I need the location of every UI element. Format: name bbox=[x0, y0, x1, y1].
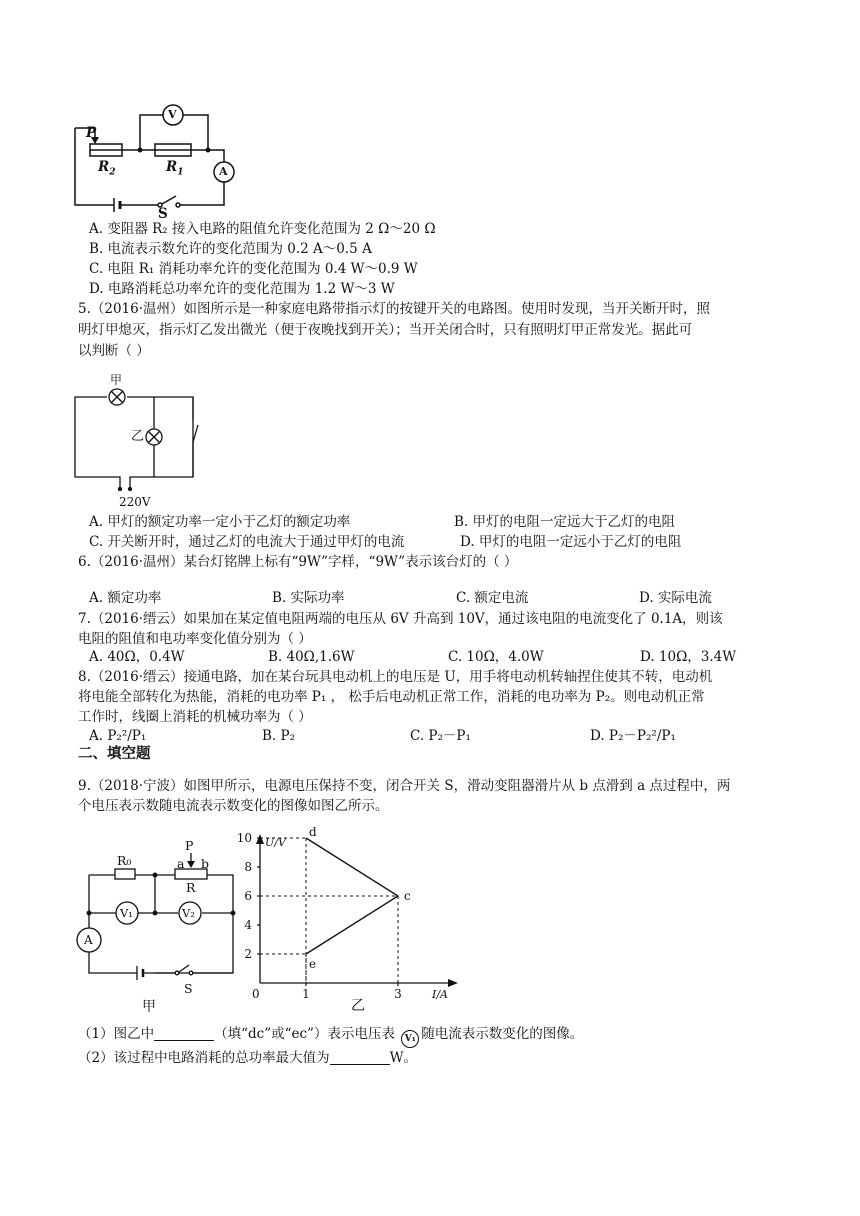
q9-line-2: 个电压表示数随电流表示数变化的图像如图乙所示。 bbox=[78, 798, 389, 814]
q5-line-1: 5.（2016·温州）如图所示是一种家庭电路带指示灯的按键开关的电路图。使用时发现，当开关断开时，照 bbox=[78, 301, 711, 317]
q5-line-2: 明灯甲熄灭，指示灯乙发出微光（便于夜晚找到开关）；当开关闭合时，只有照明灯甲正常发光。据此可 bbox=[78, 322, 693, 338]
r1-label: $R_1$ bbox=[166, 159, 184, 178]
lamp-jia-label: 甲 bbox=[110, 373, 123, 387]
q9-sub2 bbox=[78, 1049, 417, 1067]
q7-line-2: 电阻的阻值和电功率变化值分别为（ ） bbox=[78, 631, 312, 647]
series-line-ec bbox=[306, 896, 398, 954]
q7-option-d: D. 10Ω，3.4W bbox=[640, 649, 737, 665]
q4-option-b: B. 电流表示数允许的变化范围为 0.2 A～0.5 A bbox=[89, 241, 372, 257]
y-tick-label-2: 2 bbox=[244, 947, 252, 961]
q6-line: 6.（2016·温州）某台灯铭牌上标有“9W”字样，“9W”表示该台灯的（ ） bbox=[78, 554, 518, 570]
q8-line-2: 将电能全部转化为热能，消耗的电功率 P₁ ， 松手后电动机正常工作，消耗的电功率为 P₂。则电动机正常 bbox=[78, 689, 705, 705]
point-label-e: e bbox=[309, 957, 317, 971]
ammeter-label: A bbox=[219, 165, 228, 178]
q5-option-c: C. 开关断开时，通过乙灯的电流大于通过甲灯的电流 bbox=[89, 534, 405, 550]
q5-option-a: A. 甲灯的额定功率一定小于乙灯的额定功率 bbox=[89, 514, 351, 530]
graph-yi bbox=[235, 825, 465, 1014]
y-axis-arrow bbox=[256, 834, 264, 844]
origin-label: 0 bbox=[252, 987, 260, 1001]
q4-option-a: A. 变阻器 R₂ 接入电路的阻值允许变化范围为 2 Ω～20 Ω bbox=[89, 221, 436, 237]
point-label-c: c bbox=[404, 889, 411, 903]
q7-line-1: 7.（2016·缙云）如果加在某定值电阻两端的电压从 6V 升高到 10V，通过该电阻的电流变化了 0.1A，则该 bbox=[78, 611, 723, 627]
q6-option-c: C. 额定电流 bbox=[456, 590, 529, 606]
voltage-220v-label: 220V bbox=[119, 495, 151, 509]
switch-label-jia: S bbox=[184, 981, 193, 996]
y-tick-label-4: 4 bbox=[244, 918, 252, 932]
r2-label: $R_2$ bbox=[98, 159, 116, 178]
q7-option-a: A. 40Ω，0.4W bbox=[89, 649, 185, 665]
r0-label: R₀ bbox=[117, 853, 132, 868]
series-line-dc bbox=[306, 838, 398, 896]
q8-option-c: C. P₂－P₁ bbox=[410, 728, 471, 744]
q9-sub1 bbox=[78, 1025, 583, 1048]
switch-label: S bbox=[158, 206, 168, 222]
y-axis-label: U/V bbox=[265, 836, 286, 849]
q5-option-d: D. 甲灯的电阻一定远小于乙灯的电阻 bbox=[460, 534, 682, 550]
q8-line-1: 8.（2016·缙云）接通电路，加在某台玩具电动机上的电压是 U，用手将电动机转轴捏住使其不转，电动机 bbox=[78, 669, 713, 685]
q4-option-c: C. 电阻 R₁ 消耗功率允许的变化范围为 0.4 W～0.9 W bbox=[89, 261, 418, 277]
q9-sub1-end: 随电流表示数变化的图像。 bbox=[421, 1026, 584, 1042]
q4-option-d: D. 电路消耗总功率允许的变化范围为 1.2 W～3 W bbox=[89, 281, 395, 297]
x-axis-arrow bbox=[448, 979, 458, 987]
q9-sub1-text: （填“dc”或“ec”）表示电压表 bbox=[214, 1026, 395, 1042]
v1-label: V₁ bbox=[120, 906, 133, 920]
slider-a-label: a bbox=[177, 856, 185, 871]
q8-option-b: B. P₂ bbox=[262, 728, 295, 744]
q9-sub2-prefix: （2）该过程中电路消耗的总功率最大值为 bbox=[78, 1050, 330, 1066]
rheostat-r-label: R bbox=[186, 880, 196, 895]
circuit-figure-jia bbox=[75, 835, 245, 985]
slider-p-label-jia: P bbox=[185, 838, 194, 853]
q7-option-c: C. 10Ω，4.0W bbox=[448, 649, 544, 665]
q5-line-3: 以判断（ ） bbox=[78, 343, 150, 359]
q9-sub2-unit: W。 bbox=[389, 1050, 417, 1066]
voltmeter-v1-icon: V₁ bbox=[401, 1030, 419, 1048]
q7-option-b: B. 40Ω,1.6W bbox=[268, 649, 355, 665]
v2-label: V₂ bbox=[182, 906, 195, 920]
q9-sub1-blank[interactable] bbox=[154, 1026, 214, 1041]
lamp-yi-label: 乙 bbox=[131, 429, 145, 444]
q5-option-b: B. 甲灯的电阻一定远大于乙灯的电阻 bbox=[454, 514, 676, 530]
caption-jia: 甲 bbox=[142, 999, 156, 1015]
y-tick-label-8: 8 bbox=[244, 860, 252, 874]
circuit-figure-q5 bbox=[70, 372, 220, 497]
y-tick-label-10: 10 bbox=[236, 831, 252, 845]
x-tick-label-3: 3 bbox=[394, 987, 402, 1001]
q9-sub2-blank[interactable] bbox=[330, 1050, 390, 1065]
ammeter-label-jia: A bbox=[84, 933, 93, 947]
caption-yi: 乙 bbox=[351, 998, 365, 1014]
q8-option-a: A. P₂²/P₁ bbox=[89, 728, 147, 744]
q6-option-d: D. 实际电流 bbox=[639, 590, 712, 606]
slider-p-label: P bbox=[86, 125, 97, 141]
q9-sub1-prefix: （1）图乙中 bbox=[78, 1026, 155, 1042]
q8-option-d: D. P₂－P₂²/P₁ bbox=[590, 728, 676, 744]
q8-line-3: 工作时，线圈上消耗的机械功率为（ ） bbox=[78, 709, 312, 725]
x-tick-label-1: 1 bbox=[302, 987, 310, 1001]
point-label-d: d bbox=[309, 825, 317, 839]
q6-option-b: B. 实际功率 bbox=[272, 590, 345, 606]
section-heading-fill-in: 二、填空题 bbox=[78, 746, 151, 762]
y-tick-label-6: 6 bbox=[244, 889, 252, 903]
q6-option-a: A. 额定功率 bbox=[89, 590, 162, 606]
x-axis-label: I/A bbox=[432, 988, 448, 1001]
voltmeter-label: V bbox=[168, 108, 177, 121]
slider-b-label: b bbox=[201, 856, 210, 871]
q9-line-1: 9.（2018·宁波）如图甲所示，电源电压保持不变，闭合开关 S，滑动变阻器滑片从 b 点滑到 a 点过程中，两 bbox=[78, 778, 731, 794]
